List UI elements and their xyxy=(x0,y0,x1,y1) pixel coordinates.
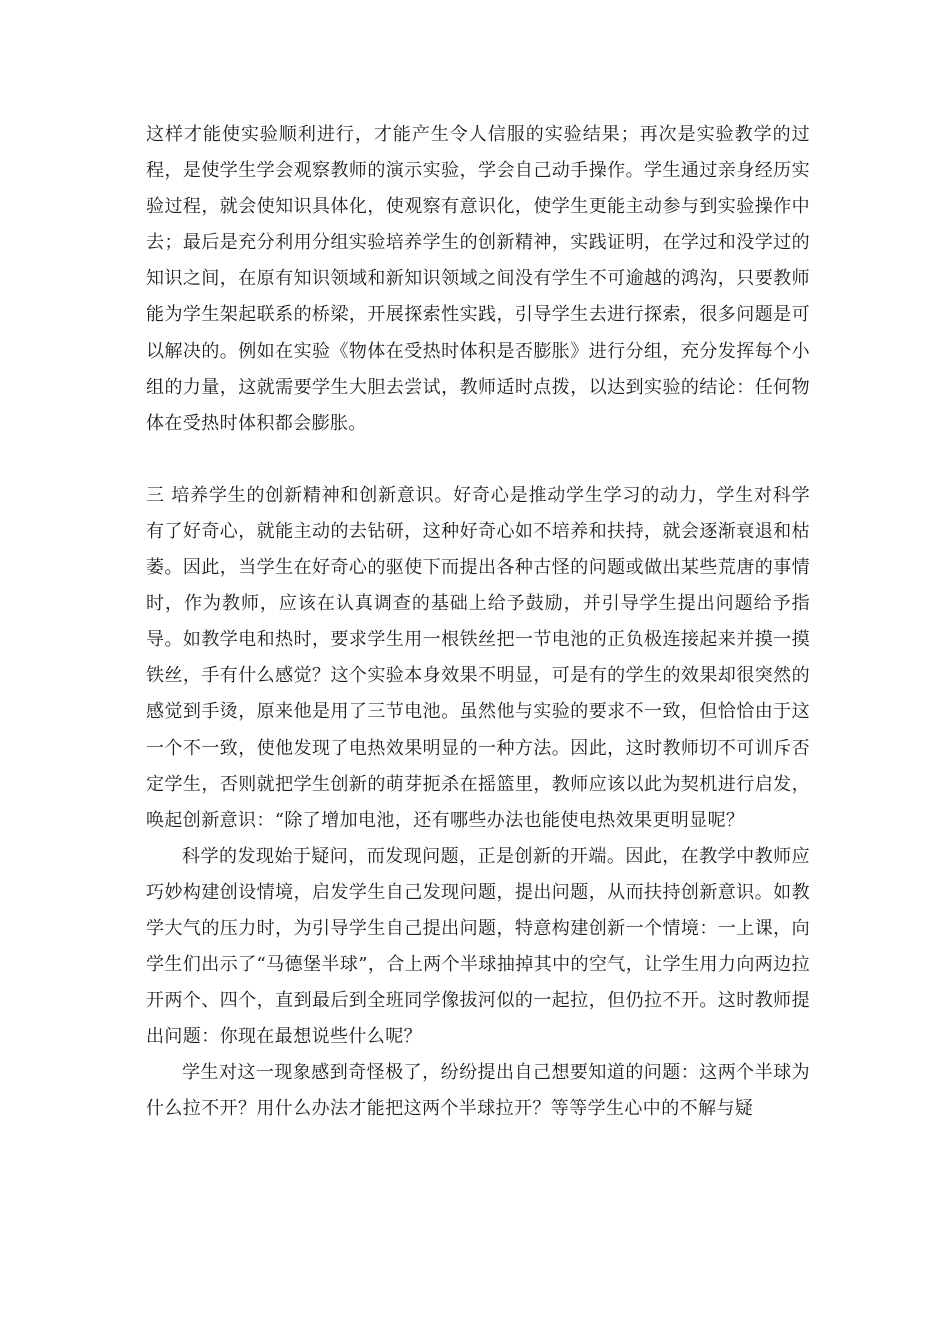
paragraph-section-three: 三 培养学生的创新精神和创新意识。好奇心是推动学生学习的动力，学生对科学有了好奇心，就能主动的去钻研，这种好奇心如不培养和扶持，就会逐渐衰退和枯萎。因此，当学生在好奇心的驱使下而提出各种古怪的问题或做出某些荒唐的事情时，作为教师，应该在认真调查的基础上给予鼓励，并引导学生提出问题给予指导。如教学电和热时，要求学生用一根铁丝把一节电池的正负极连接起来并摸一摸铁丝，手有什么感觉？这个实验本身效果不明显，可是有的学生的效果却很突然的感觉到手烫，原来他是用了三节电池。虽然他与实验的要求不一致，但恰恰由于这一个不一致，使他发现了电热效果明显的一种方法。因此，这时教师切不可训斥否定学生，否则就把学生创新的萌芽扼杀在摇篮里，教师应该以此为契机进行启发，唤起创新意识：“除了增加电池，还有哪些办法也能使电热效果更明显呢？ xyxy=(146,484,810,831)
paragraph-experiment-teaching: 这样才能使实验顺利进行，才能产生令人信服的实验结果；再次是实验教学的过程，是使学生学会观察教师的演示实验，学会自己动手操作。学生通过亲身经历实验过程，就会使知识具体化，使观察有意识化，使学生更能主动参与到实验操作中去；最后是充分利用分组实验培养学生的创新精神，实践证明，在学过和没学过的知识之间，在原有知识领域和新知识领域之间没有学生不可逾越的鸿沟，只要教师能为学生架起联系的桥梁，开展探索性实践，引导学生去进行探索，很多问题是可以解决的。例如在实验《物体在受热时体积是否膨胀》进行分组，充分发挥每个小组的力量，这就需要学生大胆去尝试，教师适时点拨，以达到实验的结论：任何物体在受热时体积都会膨胀。 xyxy=(146,124,810,434)
paragraph-scientific-discovery: 科学的发现始于疑问，而发现问题，正是创新的开端。因此，在教学中教师应巧妙构建创设情境，启发学生自己发现问题，提出问题，从而扶持创新意识。如教学大气的压力时，为引导学生自己提出问题，特意构建创新一个情境：一上课，向学生们出示了“马德堡半球”，合上两个半球抽掉其中的空气，让学生用力向两边拉开两个、四个，直到最后到全班同学像拔河似的一起拉，但仍拉不开。这时教师提出问题：你现在最想说些什么呢？ xyxy=(146,845,810,1048)
paragraph-spacer xyxy=(146,442,810,478)
document-body xyxy=(146,117,810,1128)
paragraph-student-reaction: 学生对这一现象感到奇怪极了，纷纷提出自己想要知道的问题：这两个半球为什么拉不开？用什么办法才能把这两个半球拉开？等等学生心中的不解与疑 xyxy=(146,1062,810,1120)
